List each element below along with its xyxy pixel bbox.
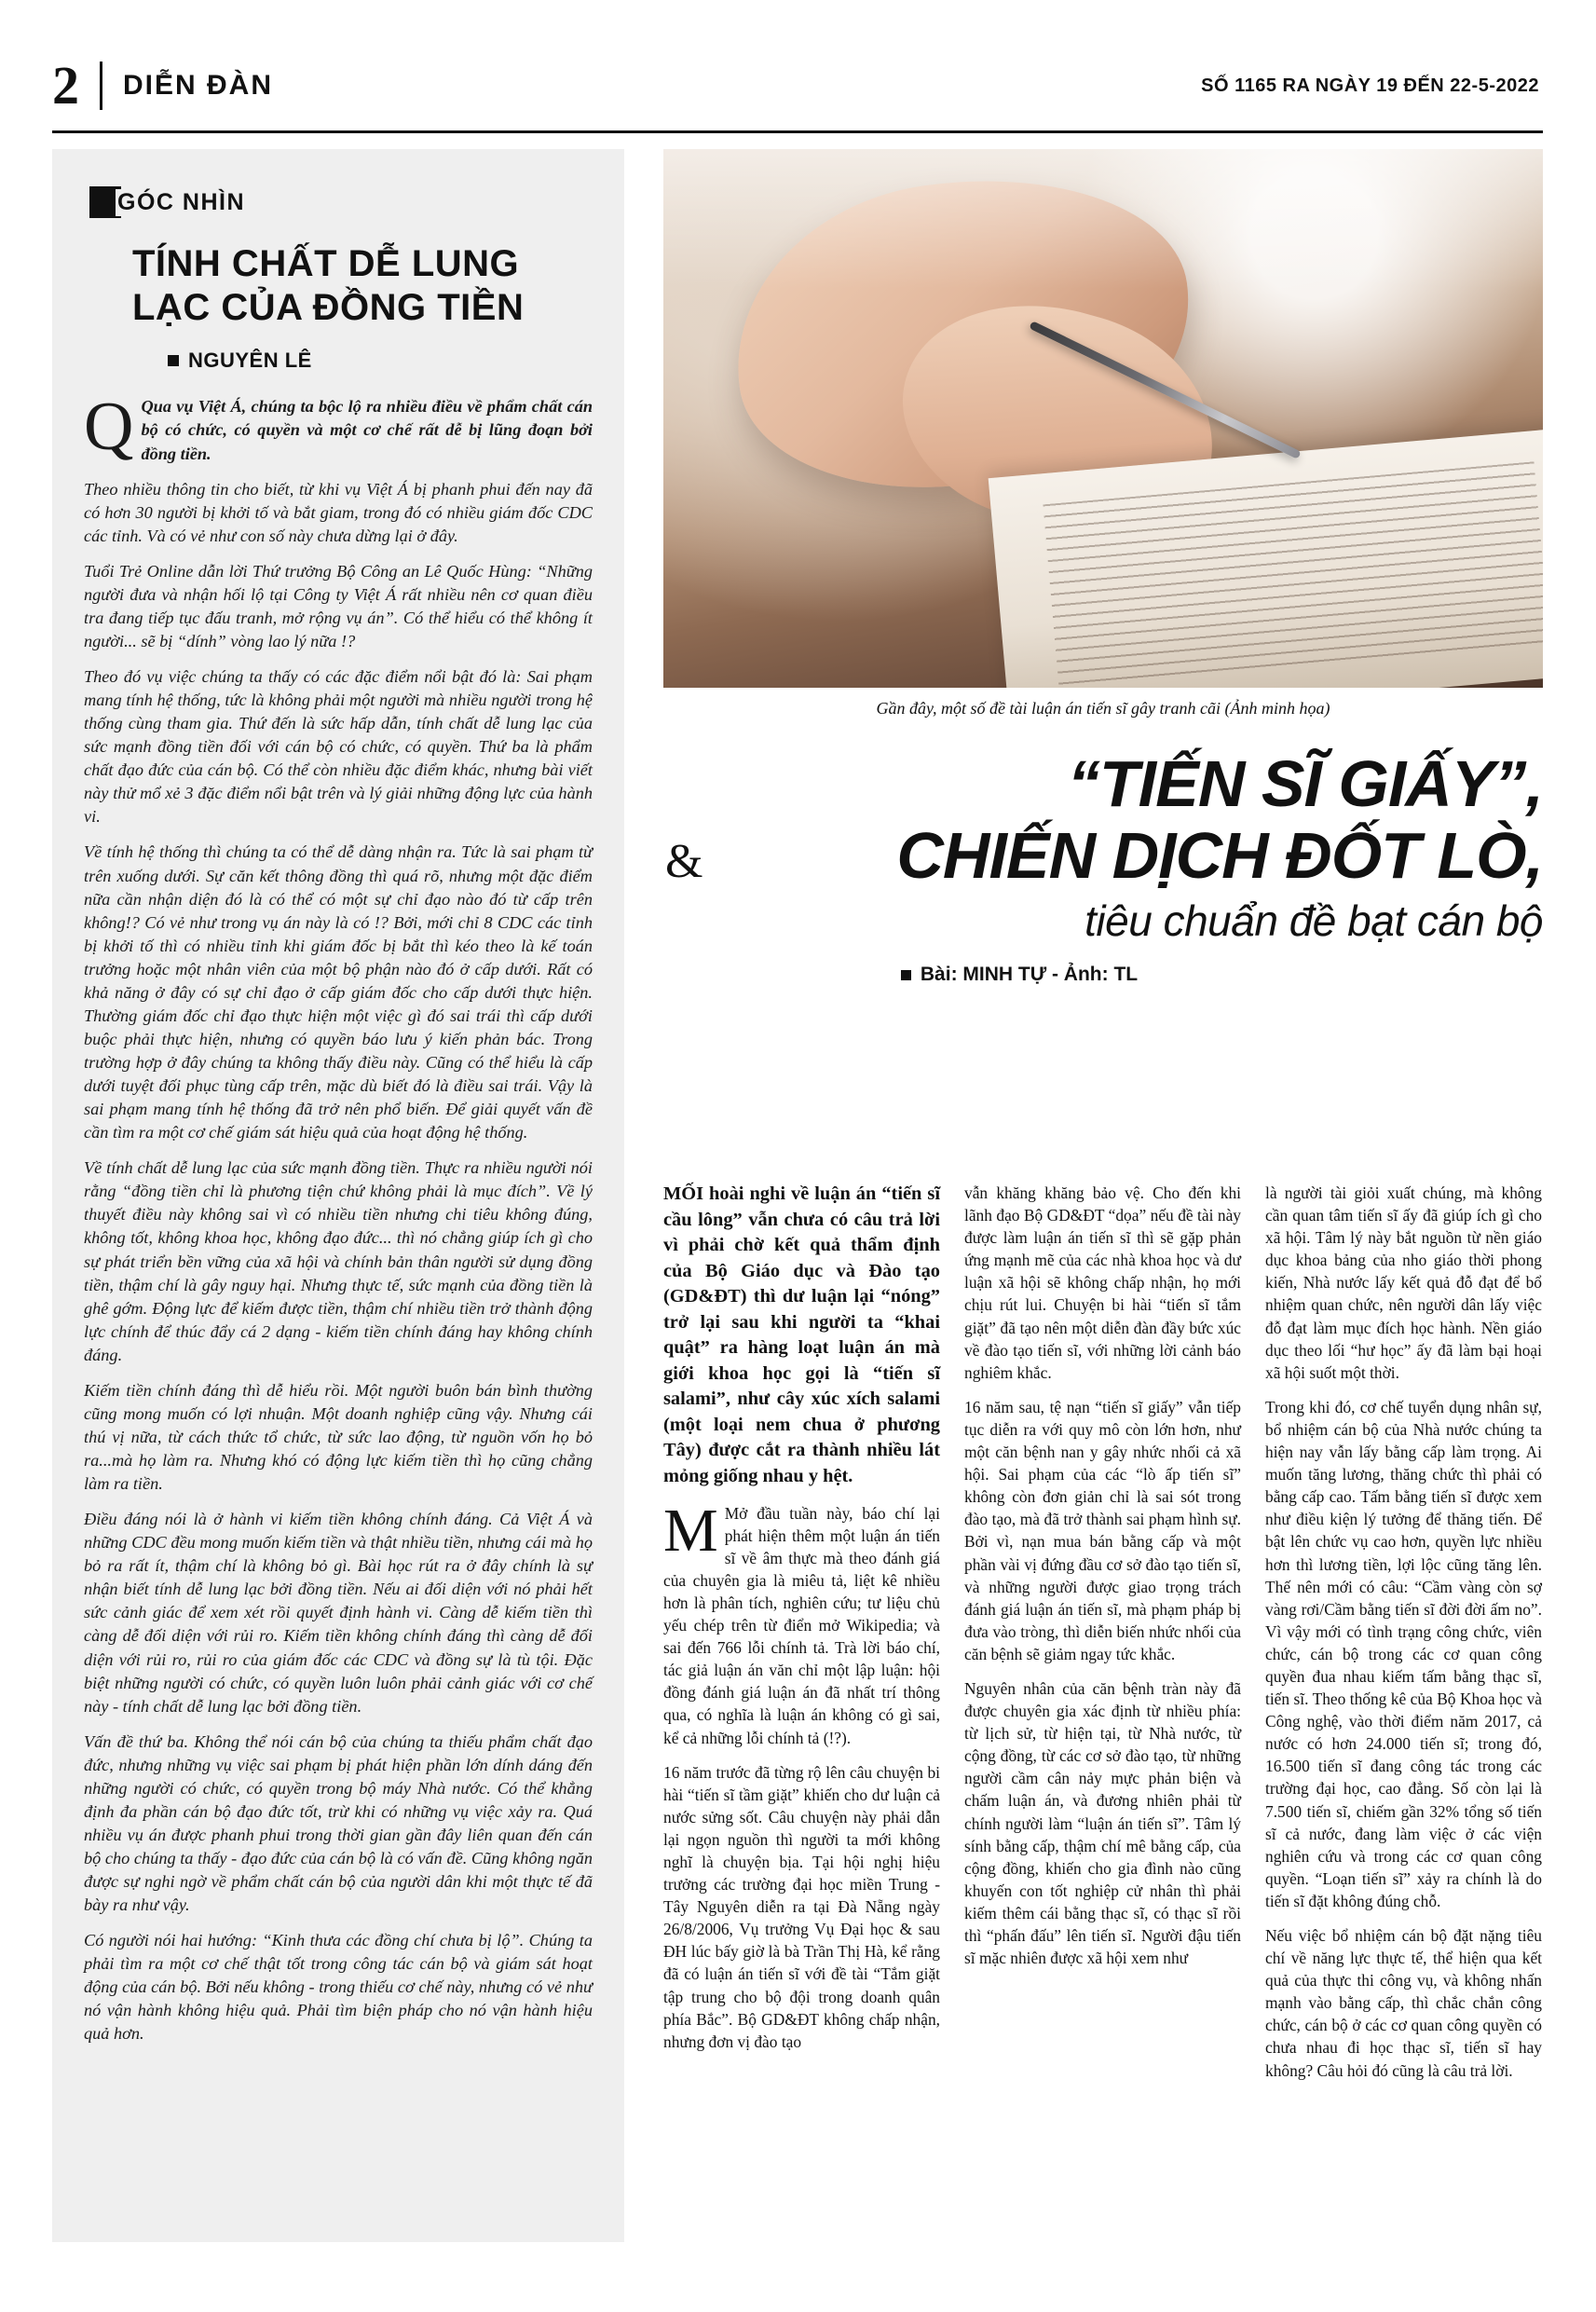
opinion-author: NGUYÊN LÊ (188, 349, 312, 373)
opinion-paragraph: Có người nói hai hướng: “Kinh thưa các đồng chí chưa bị lộ”. Chúng ta phải tìm ra một cơ chế thật tốt trong công tác cán bộ và giám sát hoạt động của cán bộ. Bởi nếu không - trong thiếu cơ chế này, nhưng có vẻ như nó vận hành không hiệu quả. Phải tìm biện pháp cho nó vận hành hiệu quả hơn. (84, 1931, 593, 2044)
opinion-paragraph: Theo đó vụ việc chúng ta thấy có các đặc điểm nổi bật đó là: Sai phạm mang tính hệ thống, tức là không phải một người mà nhiều người trong hệ thống cùng tham gia. Thứ đến là sức hấp dẫn, tính chất dễ lung lạc của sức mạnh đồng tiền đối với cán bộ có chức, có quyền. Thứ ba là phẩm chất đạo đức của cán bộ. Có thể còn nhiều đặc điểm khác, nhưng bài viết này thử mổ xẻ 3 đặc điểm nổi bật trên và lý giải những động lực của hành vi. (84, 667, 593, 827)
opinion-paragraph: Điều đáng nói là ở hành vi kiếm tiền không chính đáng. Cả Việt Á và những CDC đều mong muốn kiếm tiền và thật nhiều tiền, nhưng cái mà họ bỏ ra rất ít, thậm chí là không bỏ gì. Bài học rút ra ở đây chính là sự nhận biết tính dễ lung lạc bởi đồng tiền. Nếu ai đối diện với nó phải hết sức cảnh giác để xem xét rồi quyết định hành vi. Càng dễ kiếm tiền thì càng dễ đối diện với rủi ro. Kiếm tiền không chính đáng thì càng dễ đối diện với rủi ro, rủi ro của giám đốc các CDC và đồng sự là tù tội. Đặc biệt những người có chức, có quyền luôn luôn phải cảnh giác với cơ chế này - tính chất dễ lung lạc bởi đồng tiền. (84, 1510, 593, 1716)
issue-info: SỐ 1165 RA NGÀY 19 ĐẾN 22-5-2022 (1201, 75, 1539, 96)
article-paragraph: là người tài giỏi xuất chúng, mà không cần quan tâm tiến sĩ ấy đã giúp ích gì cho xã hội. Tâm lý này bắt nguồn từ nền giáo dục khoa bảng của nho giáo thời phong kiến, Nhà nước lấy kết quả đỗ đạt để bổ nhiệm quan chức, nên người dân lấy việc đỗ đạt làm mục đích học hành. Nền giáo dục theo lối “hư học” ấy đã làm bại hoại xã hội suốt một thời. (1265, 1183, 1542, 1382)
article-photo (663, 149, 1543, 688)
article-paragraph: 16 năm trước đã từng rộ lên câu chuyện bi hài “tiến sĩ tầm giặt” khiến cho dư luận cả nước sửng sốt. Câu chuyện này phải dẫn lại ngọn nguồn thì người ta mới không nghĩ là chuyện bịa. Tại hội nghị hiệu trưởng các trường đại học miền Trung - Tây Nguyên diễn ra tại Đà Nẵng ngày 26/8/2006, Vụ trưởng Vụ Đại học & sau ĐH lúc bấy giờ là bà Trần Thị Hà, kể rằng đã có luận án tiến sĩ với đề tài “Tắm giặt tập trung cho bộ đội trong doanh quân phía Bắc”. Bộ GD&ĐT không chấp nhận, nhưng đơn vị đào tạo (663, 1762, 940, 2051)
article-paragraph: Trong khi đó, cơ chế tuyển dụng nhân sự, bổ nhiệm cán bộ của Nhà nước chúng ta hiện nay vẫn lấy bằng cấp làm trọng. Ai muốn tăng lương, thăng chức thì phải có bằng cấp cao. Tấm bằng tiến sĩ được xem như điều kiện lý tưởng để thăng tiến. Để bật lên chức vụ cao hơn, quyền lực nhiều hơn thì lương tiền, lợi lộc cũng tăng lên. Thế nên mới có câu: “Cầm vàng còn sợ vàng rơi/Cầm bằng tiến sĩ đời đời ấm no”. Vì vậy mới có tình trạng công chức, viên chức, cán bộ trong các cơ quan công quyền đua nhau kiếm tấm bằng thạc sĩ, tiến sĩ. Theo thống kê của Bộ Khoa học và Công nghệ, vào thời điểm năm 2017, cả nước có hơn 24.000 tiến sĩ; trong đó, 16.500 tiến sĩ đang công tác trong các trường đại học, cao đẳng. Số còn lại là 7.500 tiến sĩ, chiếm gần 32% tổng số tiến sĩ cả nước, đang làm việc ở các viện nghiên cứu và trong các cơ quan công quyền. “Loạn tiến sĩ” xảy ra chính là do tiến sĩ đặt không đúng chỗ. (1265, 1397, 1542, 1910)
kicker-label: GÓC NHÌN (117, 189, 245, 215)
drop-cap: Q (84, 389, 134, 466)
article-photo-wrap (663, 149, 1543, 718)
photo-highlight (663, 149, 1543, 289)
opinion-paragraph: Theo nhiều thông tin cho biết, từ khi vụ Việt Á bị phanh phui đến nay đã có hơn 30 người bị khởi tố và bắt giam, trong đó có nhiều giám đốc CDC các tỉnh. Và có vẻ như con số này chưa dừng lại ở đây. (84, 479, 593, 545)
opinion-paragraph: Vấn đề thứ ba. Không thể nói cán bộ của chúng ta thiếu phẩm chất đạo đức, nhưng những vụ việc sai phạm bị phát hiện phần lớn dính dáng đến những người có chức, có quyền trong bộ máy Nhà nước. Có thể khẳng định đa phần cán bộ đạo đức tốt, trừ khi có những vụ việc xảy ra. Quá nhiều vụ án được phanh phui trong thời gian gần đây liên quan đến cán bộ cho chúng ta thấy - đạo đức của cán bộ là có vấn đề. Cũng không ngăn được sự nghi ngờ về phẩm chất cán bộ của người dân khi một thực tế đã bày ra như vậy. (84, 1731, 593, 1915)
headline-line-3: tiêu chuẩn đề bạt cán bộ (1084, 896, 1543, 945)
masthead-divider (100, 62, 102, 110)
headline-line-1: “TIẾN SĨ GIẤY”, (1067, 747, 1543, 820)
bullet-square-icon (168, 355, 179, 366)
opinion-paragraph: Tuổi Trẻ Online dẫn lời Thứ trưởng Bộ Công an Lê Quốc Hùng: “Những người đưa và nhận hối lộ tại Công ty Việt Á rất nhiều nên cơ quan điều tra đang tiếp tục đấu tranh, mở rộng vụ án”. Có thể hiểu có thể không ít người... sẽ bị “dính” vòng lao lý nữa !? (84, 561, 593, 650)
opinion-paragraph: Về tính hệ thống thì chúng ta có thể dễ dàng nhận ra. Tức là sai phạm từ trên xuống dưới. Sự căn kết thông đồng thì quá rõ, nhưng một đặc điểm nữa cần nhận diện đó là có thể có một sự chỉ đạo nào đó từ cấp trên không!? Có vẻ như trong vụ án này là có !? Bởi, mới chỉ 8 CDC các tỉnh bị khởi tố thì có nhiều tỉnh khi giám đốc bị bắt thì kéo theo là kế toán trưởng hoặc một nhân viên của một bộ phận nào đó ở cấp dưới. Rất có khả năng ở đây có sự chỉ đạo ở cấp giám đốc cho cấp dưới thực hiện. Thường giám đốc chỉ đạo thực hiện một việc gì đó sai trái thì cấp dưới buộc phải thực hiện, nhưng có quyền báo lưu ý kiến phản bác. Trong trường hợp ở đây chúng ta không thấy điều này. Cũng có thể hiểu là cấp dưới tuyệt đối phục tùng cấp trên, mặc dù biết đó là điều sai trái. Vậy là sai phạm mang tính hệ thống đã trở nên phổ biến. Để giải quyết vấn đề cần tìm ra một cơ chế giám sát hiệu quả của hoạt động hệ thống. (84, 842, 593, 1142)
article-column-1 (663, 1182, 940, 2244)
opinion-title: TÍNH CHẤT DỄ LUNG LẠC CỦA ĐỒNG TIỀN (132, 243, 525, 329)
article-sapo (663, 1182, 940, 1490)
article-paragraph: Nếu việc bổ nhiệm cán bộ đặt nặng tiêu chí về năng lực thực tế, thể hiện qua kết quả của thực thi công vụ, và không nhấn mạnh vào bằng cấp, thì chắc chắn công chức, cán bộ ở các cơ quan công quyền có chưa nhau đi học thạc sĩ, tiến sĩ hay không? Câu hỏi đó cũng là câu trả lời. (1265, 1926, 1542, 2080)
opinion-paragraph: Kiếm tiền chính đáng thì dễ hiểu rồi. Một người buôn bán bình thường cũng mong muốn có lợi nhuận. Một doanh nghiệp cũng vậy. Nhưng cái thú vị nữa, từ cách thức tổ chức, từ sức lao động, từ nguồn vốn họ bỏ ra...mà họ làm ra. Nhưng khó có động lực kiếm tiền thì họ cũng chẳng làm ra tiền. (84, 1380, 593, 1494)
header-rule (52, 130, 1543, 133)
opinion-paragraph: Q Qua vụ Việt Á, chúng ta bộc lộ ra nhiều điều về phẩm chất cán bộ có chức, có quyền và một cơ chế rất dễ bị lũng đoạn bởi đồng tiền. (84, 389, 593, 466)
article-body (663, 1182, 1543, 2244)
photo-caption: Gần đây, một số đề tài luận án tiến sĩ gây tranh cãi (Ảnh minh họa) (876, 699, 1330, 718)
article-head (663, 149, 1543, 986)
sapo-text: MỐI hoài nghi về luận án “tiến sĩ cầu lông” vẫn chưa có câu trả lời vì phải chờ kết quả thẩm định của Bộ Giáo dục và Đào tạo (GD&ĐT) thì dư luận lại “nóng” trở lại sau khi người ta “khai quật” ra hàng loạt luận án mà giới khoa học gọi là “tiến sĩ salami”, như cây xúc xích salami (một loại nem chua ở phương Tây) được cắt ra thành nhiều lát mỏng giống nhau y hệt. (663, 1183, 940, 1487)
headline-block (663, 747, 1543, 945)
page-number: 2 (52, 55, 79, 116)
article-byline-text: Bài: MINH TỰ - Ảnh: TL (920, 964, 1139, 986)
headline-line-2: CHIẾN DỊCH ĐỐT LÒ, (896, 818, 1543, 892)
article-paragraph: M Mở đầu tuần này, báo chí lại phát hiện thêm một luận án tiến sĩ về âm thực mà theo đánh giá của chuyên gia là miêu tả, liệt kê nhiều hơn là phân tích, nghiên cứu; tư liệu chủ yếu chép trên từ điển mở Wikipedia; và sai đến 766 lỗi chính tả. Trà lời báo chí, tác giả luận án văn chỉ một lập luận: hội đồng đánh giá luận án đã nhất trí thông qua, có nghĩa là luận án không có gì sai, kể cả những lỗi chính tả (!?). (663, 1496, 940, 1747)
opinion-paragraph: Về tính chất dễ lung lạc của sức mạnh đồng tiền. Thực ra nhiều người nói rằng “đồng tiền chỉ là phương tiện chứ không phải là mục đích”. Về lý thuyết điều này không sai vì có nhiều tiền nhưng chi tiêu không đúng, không tốt, không khoa học, không đạo đức... thì nó chẳng giúp ích gì cho sự phát triển bền vững của xã hội và chính bản thân người sử dụng đồng tiền, thậm chí là gây nguy hại. Nhưng thực tế, sức mạnh của đồng tiền là ghê gớm. Động lực để kiếm được tiền, thậm chí nhiều tiền trở thành động lực chính để thúc đẩy cá 2 dạng - kiếm tiền chính đáng hay không chính đáng. (84, 1158, 593, 1364)
masthead (52, 48, 1543, 123)
article-paragraph: vẫn khăng khăng bảo vệ. Cho đến khi lãnh đạo Bộ GD&ĐT “dọa” nếu đề tài này được làm luận án tiến sĩ thì sẽ gặp phản ứng mạnh mẽ của các nhà khoa học và dư luận xã hội sẽ không chấp nhận, họ mới chịu rút lui. Chuyện bi hài “tiến sĩ tắm giặt” đã tạo nên một diễn đàn đầy bức xúc về đào tạo tiến sĩ, với những lời cảnh báo nghiêm khắc. (964, 1183, 1241, 1382)
opinion-byline (84, 349, 593, 373)
section-title: DIỄN ĐÀN (123, 70, 274, 101)
opinion-box (52, 149, 624, 2242)
ampersand-mark: & (665, 835, 703, 889)
article-column-3 (1265, 1182, 1542, 2244)
drop-cap: M (663, 1496, 718, 1565)
opinion-body (84, 389, 593, 2045)
article-paragraph: Nguyên nhân của căn bệnh tràn này đã được chuyên gia xác định từ nhiều phía: từ lịch sử, từ hiện tại, từ Nhà nước, từ cộng đồng, từ các cơ sở đào tạo, từ những người cầm cân nảy mực phản biện và chấm luận án, và đương nhiên phải từ chính người làm “luận án tiến sĩ”. Tâm lý sính bằng cấp, thậm chí mê bằng cấp, của cộng đồng, khiến cho gia đình nào cũng khuyến con tốt nghiệp cử nhân thì phải kiếm thêm cái bằng thạc sĩ, có thạc sĩ rồi thì “phấn đấu” lên tiến sĩ. Người đậu tiến sĩ mặc nhiên được xã hội xem như (964, 1678, 1241, 1968)
bullet-square-icon (901, 970, 911, 980)
article-column-2 (964, 1182, 1241, 2244)
opinion-kicker (84, 185, 593, 218)
article-paragraph: 16 năm sau, tệ nạn “tiến sĩ giấy” vẫn tiếp tục diễn ra với quy mô còn lớn hơn, như một căn bệnh nan y gây nhức nhối cả xã hội. Sai phạm của các “lò ấp tiến sĩ” không còn đơn giản chỉ là sai sót trong đào tạo, mà đã trở thành sai phạm hình sự. Bởi vì, nạn mua bán bằng cấp và một phần vài vị đứng đầu cơ sở đào tạo tiến sĩ, và những người được giao trọng trách đánh giá luận án tiến sĩ, mà phạm pháp bị đưa vào tròng, thì diễn biến nhức nhối của căn bệnh sẽ giảm ngay tức khắc. (964, 1397, 1241, 1663)
article-byline (663, 964, 1375, 986)
